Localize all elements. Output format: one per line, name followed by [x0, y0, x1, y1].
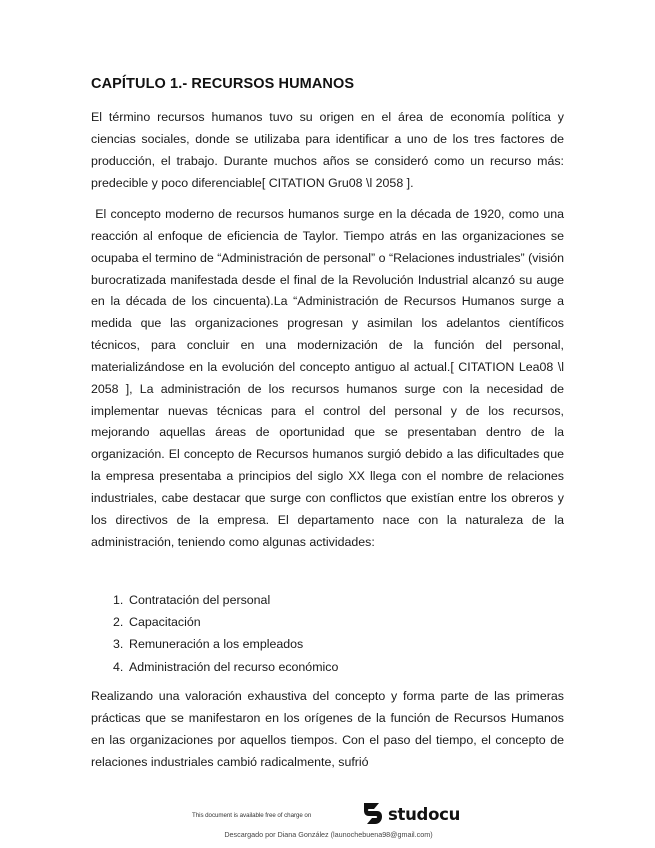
list-item [91, 633, 338, 655]
list-item-text: Administración del recurso económico [129, 659, 339, 674]
studocu-brand-link[interactable] [360, 801, 460, 827]
list-item-text: Contratación del personal [129, 593, 271, 607]
activities-list [91, 589, 338, 678]
paragraph-history: El concepto moderno de recursos humanos surge en la década de 1920, como una reacción al enfoque de eficiencia de Taylor. Tiempo atrás en las organizaciones se ocupaba el termino de “Administración de personal” o “Relaciones industriales” (visión burocratizada manifestada desde el final de la Revolución Industrial alcanzó su auge en la década de los cincuenta).La “Administración de Recursos Humanos surge a medida que las organizaciones progresan y asimilan los adelantos científicos técnicos, para concluir en una modernización de la función del personal, materializándose en la evolución del concepto antiguo al actual.[ CITATION Lea08 \l 2058 ], La administración de los recursos humanos surge con la necesidad de implementar nuevas técnicas para el control del personal y de los recursos, mejorando aquellas áreas de oportunidad que se presentaban dentro de la organización. El concepto de Recursos humanos surgió debido a las dificultades que la empresa presentaba a principios del siglo XX llega con el nombre de relaciones industriales, cabe destacar que surge con conflictos que existían entre los obreros y los directivos de la empresa. El departamento nace con la naturaleza de la administración, teniendo como algunas actividades: [91, 207, 568, 549]
studocu-logo-icon [360, 801, 386, 827]
brand-name: studocu [388, 804, 461, 824]
list-item [91, 611, 338, 633]
paragraph-intro: El término recursos humanos tuvo su origen en el área de economía política y ciencias sociales, donde se utilizaba para identificar a uno de los tres factores de producción, el trabajo. Durante muchos años se consideró como un recurso más: predecible y poco diferenciable[ CITATION Gru08 \l 2058 ]. [91, 110, 564, 190]
list-item-number: 3. [113, 637, 124, 652]
availability-note: This document is available free of charge on [192, 812, 312, 819]
list-item-text: Remuneración a los empleados [129, 637, 304, 652]
list-item-number: 4. [113, 659, 124, 674]
list-item [91, 589, 338, 611]
chapter-heading: CAPÍTULO 1.- RECURSOS HUMANOS [91, 76, 355, 92]
list-item [91, 656, 338, 678]
paragraph-conclusion: Realizando una valoración exhaustiva del concepto y forma parte de las primeras prácticas que se manifestaron en los orígenes de la función de Recursos Humanos en las organizaciones por aquellos tiempos. Con el paso del tiempo, el concepto de relaciones industriales cambió radicalmente, sufrió [91, 689, 564, 769]
download-note: Descargado por Diana González (launochebuena98@gmail.com) [224, 830, 433, 839]
list-item-number: 2. [113, 615, 124, 630]
list-item-text: Capacitación [129, 615, 201, 630]
list-item-number: 1. [113, 593, 124, 607]
